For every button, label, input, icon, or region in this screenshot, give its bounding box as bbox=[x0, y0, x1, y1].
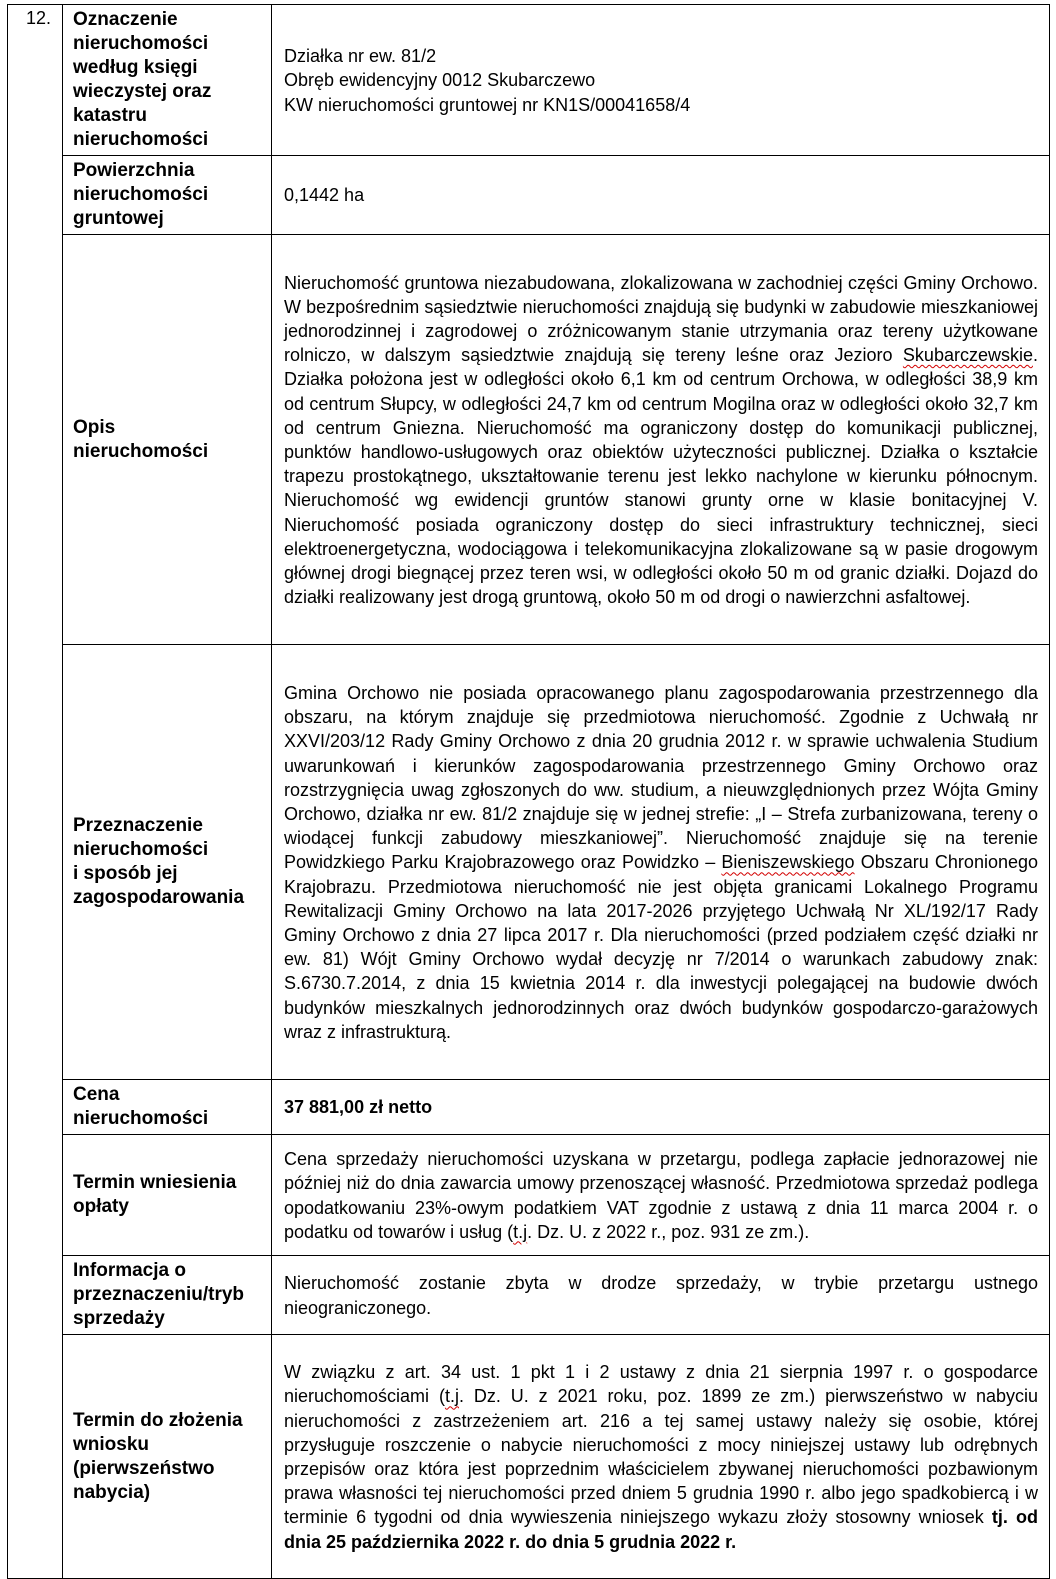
label-line: Cena bbox=[73, 1084, 120, 1105]
row-cena bbox=[8, 1080, 1050, 1135]
value-area: 0,1442 ha bbox=[272, 156, 1050, 235]
label-informacja bbox=[63, 1256, 272, 1335]
label-termin-wniosku bbox=[63, 1335, 272, 1579]
label-line: Przeznaczenie bbox=[73, 815, 203, 836]
label-line: Opis bbox=[73, 416, 116, 438]
value-description bbox=[272, 235, 1050, 645]
label-line: sprzedaży bbox=[73, 1308, 165, 1329]
label-line: nieruchomości bbox=[73, 1108, 209, 1129]
label-oznaczenie bbox=[63, 5, 272, 156]
row-termin-oplaty bbox=[8, 1135, 1050, 1256]
payment-text: Cena sprzedaży nieruchomości uzyskana w przetargu, podlega zapłacie jednorazowej nie później niż do dnia zawarcia umowy przenoszącej własność. Przedmiotowa sprzedaż podlega opodatkowaniu 23%-owym podatkiem VAT zgodnie z ustawą z dnia 11 marca 2004 r. o podatku od towarów i usług ( bbox=[284, 1149, 1038, 1242]
parcel-number: Działka nr ew. 81/2 bbox=[284, 46, 437, 67]
label-line: nieruchomości bbox=[73, 440, 209, 462]
label-line: nieruchomości bbox=[73, 129, 209, 150]
label-line: gruntowej bbox=[73, 208, 164, 229]
row-przeznaczenie bbox=[8, 645, 1050, 1080]
label-line: nieruchomości bbox=[73, 839, 209, 860]
label-line: przeznaczeniu/tryb bbox=[73, 1284, 245, 1305]
label-line: według księgi bbox=[73, 57, 198, 78]
label-line: nabycia) bbox=[73, 1481, 151, 1503]
priority-text-cont: . Dz. U. z 2021 roku, poz. 1899 ze zm.) pierwszeństwo w nabyciu nieruchomości z zastrzeżeniem art. 216 a tej samej ustawy należy się osobie, której przysługuje roszczenie o nabycie nieruchomości z mocy niniejszej ustawy lub odrębnych przepisów oraz która jest poprzednim właścicielem zbywanej nieruchomości pozbawionym prawa własności tej nieruchomości przed dniem 5 grudnia 1990 r. albo jego spadkobiercą i w terminie 6 tygodni od dnia wywieszenia niniejszego wykazu złoży stosowny wniosek bbox=[284, 1386, 1038, 1528]
label-line: zagospodarowania bbox=[73, 887, 245, 908]
lake-name: Skubarczewskie bbox=[902, 345, 1033, 366]
label-line: wniosku bbox=[73, 1433, 150, 1455]
value-zoning bbox=[272, 645, 1050, 1080]
label-line: Termin do złożenia bbox=[73, 1409, 243, 1431]
zoning-text-cont: Obszaru Chronionego Krajobrazu. Przedmiotowa nieruchomość nie jest objęta granicami Lokalnego Programu Rewitalizacji Gminy Orchowo na lata 2017-2026 przyjętego Uchwałą Nr XL/192/17 Rady Gminy Orchowo z dnia 27 lipca 2017 r. Dla nieruchomości (przed podziałem część działki nr ew. 81) Wójt Gminy Orchowo wydał decyzję nr 7/2014 o warunkach zabudowy znak: S.6730.7.2014, z dnia 15 kwietnia 2014 r. dla inwestycji polegającej na budowie dwóch budynków mieszkalnych jednorodzinnych oraz dwóch budynków gospodarczo-garażowych wraz z infrastrukturą. bbox=[284, 852, 1039, 1042]
abbrev-tj: t.j bbox=[444, 1386, 459, 1407]
label-line: opłaty bbox=[73, 1196, 129, 1217]
label-line: nieruchomości bbox=[73, 184, 209, 205]
label-line: Informacja o bbox=[73, 1260, 186, 1281]
label-line: nieruchomości bbox=[73, 33, 209, 54]
label-line: katastru bbox=[73, 105, 147, 126]
value-sale-mode: Nieruchomość zostanie zbyta w drodze sprzedaży, w trybie przetargu ustnego nieograniczonego. bbox=[272, 1256, 1050, 1335]
label-line: wieczystej oraz bbox=[73, 81, 212, 102]
description-text: Nieruchomość gruntowa niezabudowana, zlokalizowana w zachodniej części Gminy Orchowo. W bezpośrednim sąsiedztwie nieruchomości znajdują się budynki w zabudowie mieszkaniowej jednorodzinnej i zagrodowej o zróżnicowanym stanie utrzymania oraz tereny użytkowane rolniczo, w dalszym sąsiedztwie znajdują się tereny leśne oraz Jezioro bbox=[284, 272, 1038, 366]
label-powierzchnia bbox=[63, 156, 272, 235]
deadline-dates: tj. od dnia 25 października 2022 r. do dnia 5 grudnia 2022 r. bbox=[284, 1507, 1038, 1552]
row-oznaczenie bbox=[8, 5, 1050, 156]
label-cena bbox=[63, 1080, 272, 1135]
payment-text-cont: . Dz. U. z 2022 r., poz. 931 ze zm.). bbox=[527, 1221, 810, 1242]
value-price: 37 881,00 zł netto bbox=[272, 1080, 1050, 1135]
label-przeznaczenie bbox=[63, 645, 272, 1080]
label-line: Oznaczenie bbox=[73, 9, 178, 30]
zoning-text: Gmina Orchowo nie posiada opracowanego planu zagospodarowania przestrzennego dla obszaru, na którym znajduje się przedmiotowa nieruchomość. Zgodnie z Uchwałą nr XXVI/203/12 Rady Gminy Orchowo z dnia 20 grudnia 2012 r. w sprawie uchwalenia Studium uwarunkowań i kierunków zagospodarowania przestrzennego Gminy Orchowo oraz rozstrzygnięcia uwag zgłoszonych do ww. studium, a nieuwzględnionych przez Wójta Gminy Orchowo, działka nr ew. 81/2 znajduje się w jednej strefie: „I – Strefa zurbanizowana, tereny o wiodącej funkcji zabudowy mieszkaniowej”. Nieruchomość znajduje się na terenie Powidzkiego Parku Krajobrazowego oraz Powidzko – bbox=[284, 682, 1038, 873]
protected-area-name: Bieniszewskiego bbox=[721, 852, 855, 873]
label-line: i sposób jej bbox=[73, 863, 178, 884]
description-text-cont: . Działka położona jest w odległości około 6,1 km od centrum Orchowa, w odległości 38,9 km od centrum Słupcy, w odległości 24,7 km od centrum Mogilna oraz w odległości około 32,7 km od centrum Gniezna. Nieruchomość ma ograniczony dostęp do komunikacji publicznej, punktów handlowo-usługowych oraz obiektów użyteczności publicznej. Działka o kształcie trapezu prostokątnego, ukształtowanie terenu jest lekko nachylone w kierunku północnym. Nieruchomość wg ewidencji gruntów stanowi grunty orne w klasie bonitacyjnej V. Nieruchomość posiada ograniczony dostęp do sieci infrastruktury technicznej, sieci elektroenergetyczna, wodociągowa i telekomunikacyjna zlokalizowane są w pasie drogowym głównej drogi biegnącej przez teren wsi, w odległości około 50 m od granic działki. Dojazd do działki realizowany jest drogą gruntową, około 50 m od drogi o nawierzchni asfaltowej. bbox=[284, 345, 1038, 608]
row-powierzchnia bbox=[8, 156, 1050, 235]
value-payment-terms bbox=[272, 1135, 1050, 1256]
row-informacja bbox=[8, 1256, 1050, 1335]
value-oznaczenie bbox=[272, 5, 1050, 156]
abbrev-tj: t.j bbox=[513, 1221, 528, 1242]
label-line: (pierwszeństwo bbox=[73, 1457, 215, 1479]
row-opis bbox=[8, 235, 1050, 645]
property-listing-table bbox=[7, 4, 1050, 1579]
land-register-number: KW nieruchomości gruntowej nr KN1S/00041658/4 bbox=[284, 94, 691, 115]
cadastral-district: Obręb ewidencyjny 0012 Skubarczewo bbox=[284, 70, 596, 91]
label-line: Termin wniesienia bbox=[73, 1172, 237, 1193]
value-priority-deadline bbox=[272, 1335, 1050, 1579]
label-opis bbox=[63, 235, 272, 645]
row-termin-wniosku bbox=[8, 1335, 1050, 1579]
label-termin-oplaty bbox=[63, 1135, 272, 1256]
item-number: 12. bbox=[8, 5, 63, 1579]
label-line: Powierzchnia bbox=[73, 160, 195, 181]
priority-text: W związku z art. 34 ust. 1 pkt 1 i 2 ustawy z dnia 21 sierpnia 1997 r. o gospodarce nieruchomościami ( bbox=[284, 1362, 1038, 1407]
